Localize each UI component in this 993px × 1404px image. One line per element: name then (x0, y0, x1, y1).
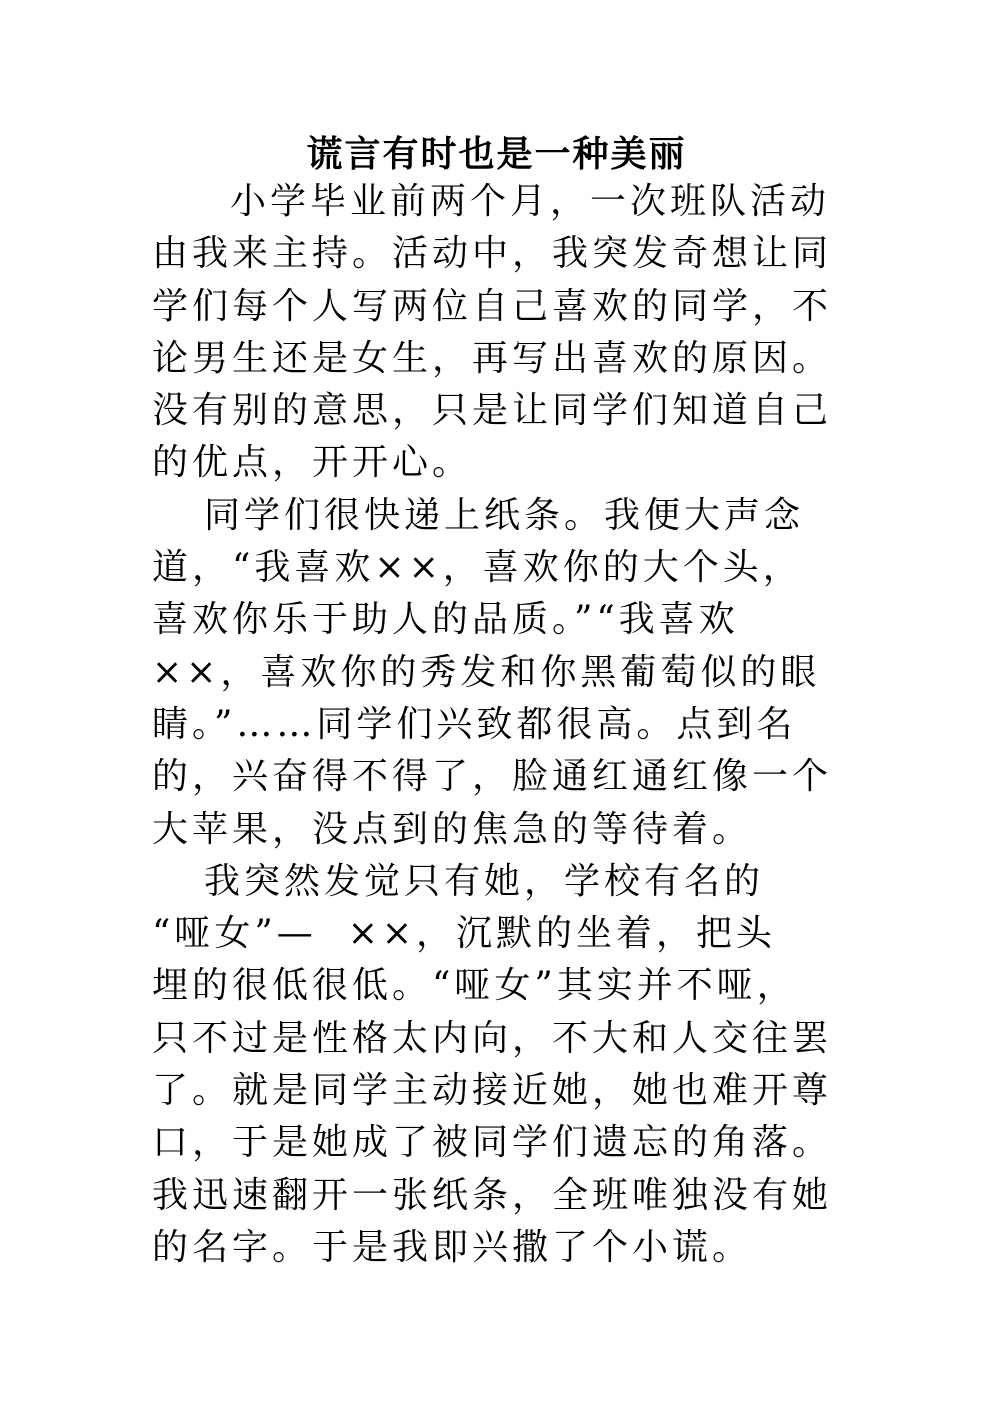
text-line: 的优点，开开心。 (152, 442, 473, 484)
text-line: 埋的很低很低。“哑女”其实并不哑， (152, 965, 797, 1007)
text-line: 论男生还是女生，再写出喜欢的原因。 (152, 337, 833, 379)
text-line: 学们每个人写两位自己喜欢的同学，不 (152, 285, 833, 327)
text-line: 道，“我喜欢××，喜欢你的大个头， (152, 547, 803, 589)
text-line: 了。就是同学主动接近她，她也难开尊 (152, 1070, 833, 1112)
text-line: 大苹果，没点到的焦急的等待着。 (152, 808, 753, 850)
document-body (152, 176, 842, 1274)
text-line: 口，于是她成了被同学们遗忘的角落。 (152, 1122, 833, 1164)
document-title: 谎言有时也是一种美丽 (306, 133, 687, 175)
text-line: 同学们很快递上纸条。我便大声念 (204, 494, 805, 536)
text-line: 的名字。于是我即兴撒了个小谎。 (152, 1226, 753, 1268)
text-line: 的，兴奋得不得了，脸通红通红像一个 (152, 756, 833, 798)
text-line: 睛。”……同学们兴致都很高。点到名 (152, 703, 797, 745)
text-line: 只不过是性格太内向，不大和人交往罢 (152, 1017, 833, 1059)
text-line: ××，喜欢你的秀发和你黑葡萄似的眼 (152, 651, 821, 693)
text-line: “哑女”— ××，沉默的坐着，把头 (152, 913, 777, 955)
text-line: 我迅速翻开一张纸条，全班唯独没有她 (152, 1174, 833, 1216)
text-line: 小学毕业前两个月，一次班队活动 (230, 181, 831, 222)
text-line: 我突然发觉只有她，学校有名的 (204, 860, 765, 902)
text-line: 喜欢你乐于助人的品质。”“我喜欢 (152, 599, 739, 641)
text-line: 由我来主持。活动中，我突发奇想让同 (152, 233, 833, 275)
text-line: 没有别的意思，只是让同学们知道自己 (152, 390, 833, 432)
